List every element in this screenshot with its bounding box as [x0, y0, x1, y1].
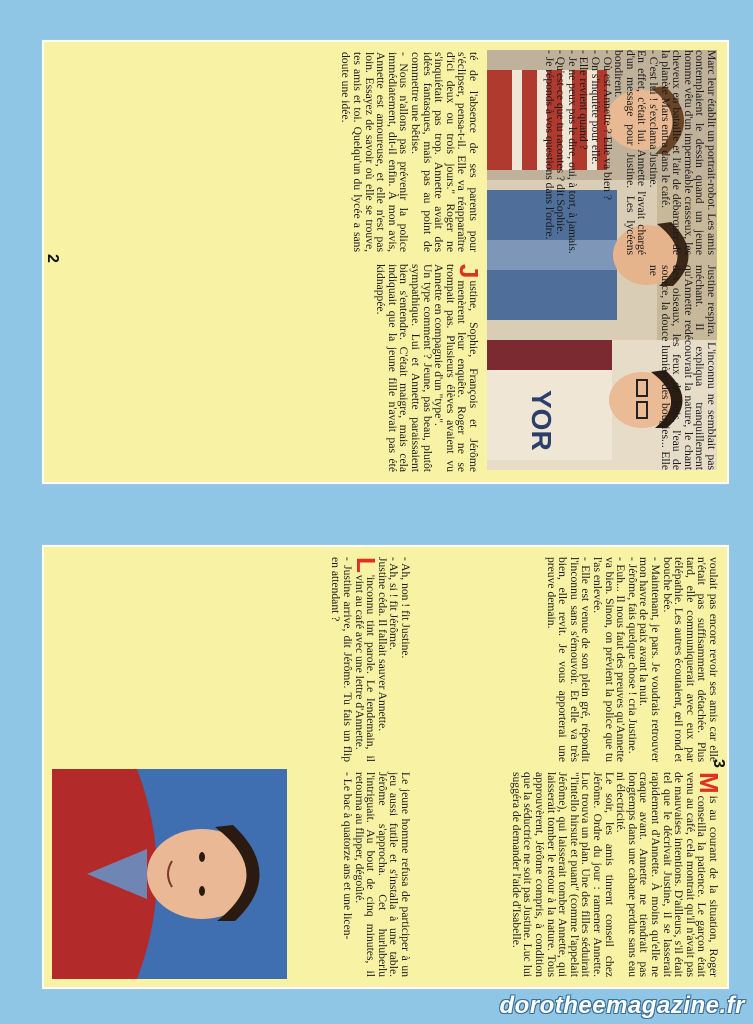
- paragraph: - Le bac à quatorze ans et une licen-: [341, 772, 355, 940]
- paragraph: - Ah, si ! fit Jérôme.: [387, 557, 401, 651]
- paragraph: Le jeune homme refusa de participer à un jeu aussi futile et s'installa à une table. Jérôme s'approcha. Cet hurluberlu l'intriguait. Au bout de cinq minutes, il retourna au flipper, dégoûté.: [352, 772, 412, 977]
- paragraph: Justine respira. L'inconnu ne semblait pas méchant. Il expliqua tranquillement qu'Annette redécouvrait la nature, le chant des oiseaux, les feux de bois, l'eau de source, la douce lumière des bougies... Elle ne: [647, 265, 718, 470]
- drop-cap: L: [351, 557, 382, 573]
- paragraph: - Où est Annette ? Elle va bien ?: [600, 50, 614, 201]
- paragraph: - Elle est venue de son plein gré, répondit l'inconnu sans s'émouvoir. Et elle va très bien, elle revit. Je vous apporterai une preuve demain.: [544, 557, 593, 762]
- paragraph: - Maintenant, je pars. Je voudrais retrouver mon havre de paix avant la nuit.: [637, 557, 663, 762]
- paragraph: Marc leur établit un portrait-robot. Les amis contemplaient le dessin quand un jeune homme vêtu d'un imperméable crasseux, les cheveux en bataille et l'air de débarquer de la planète Mars entra dans le café.: [658, 50, 718, 255]
- sweater-letters: YOR: [526, 390, 557, 451]
- paragraph: - Euh... Il nous faut des preuves qu'Annette va bien. Sinon, on prévient la police que tu l'as enlevée.: [591, 557, 628, 762]
- paragraph: - Je ne peux pas le dire, oui, à tort, à jamais.: [565, 50, 579, 254]
- paragraph: Justine céda. Il fallait sauver Annette.: [375, 557, 389, 732]
- paragraph: - C'est lui ! s'exclama Justine.: [647, 50, 661, 188]
- young-man-portrait: [52, 769, 287, 979]
- drop-cap: M: [694, 772, 724, 794]
- portrait-photo: [52, 769, 287, 979]
- paragraph: - Elle revient quand ?: [577, 50, 591, 150]
- paragraph: ustine, Sophie, François et Jérôme menèrent leur enquête. Roger ne se trompait pas. Plusieurs élèves avaient vu Annette en compagnie d'un "type".: [432, 264, 480, 472]
- paragraph: - Ah, non ! fit Justine.: [399, 557, 412, 659]
- paragraph: - Justine arrive, dit Jérôme. Tu fais un flip en attendant ?: [329, 557, 355, 762]
- paragraph: En effet, c'était lui. Annette l'avait chargé d'un message pour Justine. Les lycéens bondirent.: [612, 50, 649, 255]
- paragraph: - Jérôme, fais quelque chose ! cria Justine.: [625, 557, 639, 754]
- page-number: 2: [44, 254, 61, 263]
- paragraph: té de l'absence de ses parents pour s'éclipser, pensa-t-il. Elle va réapparaître d'ici deux ou trois jours." Roger ne s'inquiétait pas trop. Annette avait des idées fantasques, mais pas au point de commettre une bêtise.: [409, 52, 480, 252]
- paragraph: is au courant de la situation, Roger conseilla la patience. Le garçon était venu au café, cela montrait qu'il n'avait pas de mauvaises intentions. D'ailleurs, s'il était tel que le décrivait Justine, il se lasserait rapidement d'Annette. À moins qu'elle ne craque avant. Annette ne tiendrait pas longtemps dans une cabane perdue sans eau ni électricité.: [614, 772, 720, 977]
- page-number: 3: [710, 759, 727, 768]
- page-2-text-columns: [42, 40, 725, 480]
- paragraph: Le soir, les amis tinrent conseil chez Jérôme. Ordre du jour : ramener Annette. Luc trouva un plan. Une des filles séduirait "l'intello hirsute et puant" (comme l'appelait Jérôme), qui laisserait tomber Annette, qui laisserait tomber le retour à la nature. Tous approuvèrent, Jérôme compris, à condition que la séductrice ne soit pas Justine. Luc lui suggéra de demander l'aide d'Isabelle.: [509, 772, 616, 977]
- drop-cap: J: [454, 264, 484, 279]
- page-3-column-2: [419, 772, 724, 977]
- paragraph: 'inconnu tint parole. Le lendemain, il vint au café avec une lettre d'Annette.: [352, 574, 378, 762]
- paragraph: - Qu'est-ce que tu racontes ? dit Sophie.: [554, 50, 568, 235]
- page-3-column-4: [291, 772, 411, 977]
- page-3-content: [44, 547, 727, 987]
- paragraph: voulait pas encore revoir ses amis car elle n'était pas suffisamment détachée. Plus tard, elle communiquerait avec eux par télépathie. Les autres écoutaient, œil rond et bouche bée.: [660, 557, 720, 762]
- paragraph: - On s'inquiète pour elle.: [589, 50, 603, 165]
- magazine-page-3: [42, 545, 729, 989]
- paragraph: Un type comment ? Jeune, pas beau, plutôt sympathique. Lui et Annette paraissaient bien s'entendre. C'était maigre, mais cela indiquait que la jeune fille n'avait pas été kidnappée.: [374, 264, 434, 472]
- paragraph: - Je réponds à vos questions dans l'ordre.: [542, 50, 556, 240]
- page-2-column-3: [481, 50, 717, 255]
- page-2-text-overlay: [42, 40, 725, 480]
- page-2-column-4: [481, 265, 717, 470]
- page-3-column-3: [291, 557, 411, 762]
- page-3-column-1: [419, 557, 719, 762]
- site-watermark: dorotheemagazine.fr: [499, 992, 745, 1019]
- paragraph: - Nous n'allons pas prévenir la police immédiatement, dit-il enfin. À mon avis, Annette est amoureuse, et elle n'est pas loin. Essayez de savoir où elle se trouve, tes amis et toi. Quelqu'un du lycée a sans doute une idée.: [339, 52, 411, 252]
